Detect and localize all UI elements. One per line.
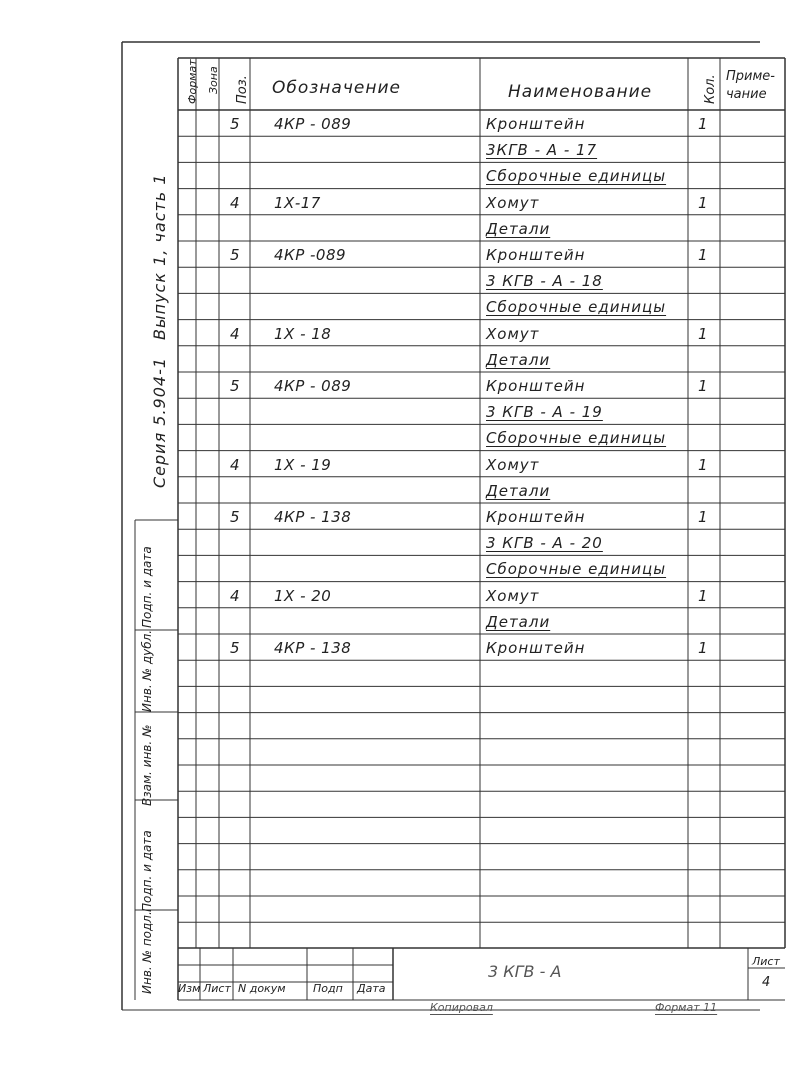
row-designation: 1Х-17 [274,193,321,212]
row-designation: 4КР - 089 [274,377,352,395]
row-name: Детали [486,350,551,369]
row-qty: 1 [698,324,709,343]
header-pos: Поз. [235,75,250,104]
row-qty: 1 [698,455,709,474]
left-strip-podp-data-2: Подп. и дата [140,830,154,912]
row-designation: 4КР - 089 [274,115,352,133]
row-designation: 1Х - 20 [274,586,332,605]
footer-list: Лист [203,982,231,995]
row-pos: 5 [230,377,241,395]
row-name: Кронштейн [486,508,586,526]
row-name: Хомут [486,193,540,212]
row-name: Сборочные единицы [486,298,667,317]
row-name: Детали [486,219,551,238]
footer-doc-code: 3 КГВ - А [488,962,562,981]
row-pos: 5 [230,115,241,133]
footer-izm: Изм [178,982,201,995]
left-strip-inv-podl: Инв. № подл. [140,911,154,994]
side-title-issue: Выпуск 1, часть 1 [150,173,169,340]
row-name: Кронштейн [486,246,586,264]
row-qty: 1 [698,586,709,605]
header-note: Приме- чание [726,69,775,102]
row-name: Хомут [486,455,540,474]
row-name: Кронштейн [486,115,586,133]
row-name: Сборочные единицы [486,560,667,579]
row-qty: 1 [698,377,709,395]
header-designation: Обозначение [272,78,401,98]
row-pos: 5 [230,639,241,657]
bottom-copied: Копировал [430,1001,493,1014]
header-name: Наименование [508,82,653,102]
row-designation: 4КР - 138 [274,508,352,526]
left-strip-inv-dubl: Инв. № дубл. [140,629,154,712]
row-name: Хомут [486,324,540,343]
row-name: Кронштейн [486,639,586,657]
row-name: Хомут [486,586,540,605]
left-strip-podp-data-1: Подп. и дата [140,546,154,628]
row-designation: 1Х - 18 [274,324,332,343]
row-name: Кронштейн [486,377,586,395]
row-pos: 4 [230,455,241,474]
footer-podp: Подп [313,982,343,995]
row-pos: 5 [230,246,241,264]
row-name: 3КГВ - А - 17 [486,141,598,160]
footer-ndokum: N докум [238,982,286,995]
row-designation: 4КР - 138 [274,639,352,657]
row-qty: 1 [698,639,709,657]
side-title-series: Серия 5.904-1 [150,356,169,488]
row-name: Сборочные единицы [486,429,667,448]
row-qty: 1 [698,193,709,212]
row-pos: 5 [230,508,241,526]
row-name: 3 КГВ - А - 18 [486,272,603,291]
row-pos: 4 [230,586,241,605]
row-pos: 4 [230,324,241,343]
header-qty: Кол. [703,74,718,104]
row-name: Детали [486,481,551,500]
footer-data: Дата [357,982,386,995]
row-name: 3 КГВ - А - 19 [486,403,603,422]
row-name: Сборочные единицы [486,167,667,186]
header-format: Формат [186,59,199,104]
row-qty: 1 [698,115,709,133]
row-name: 3 КГВ - А - 20 [486,534,603,553]
row-designation: 4КР -089 [274,246,347,264]
footer-sheet-label: Лист [752,955,780,968]
row-qty: 1 [698,246,709,264]
row-name: Детали [486,612,551,631]
bottom-format: Формат 11 [655,1001,718,1014]
row-pos: 4 [230,193,241,212]
row-qty: 1 [698,508,709,526]
header-zone: Зона [207,66,220,94]
left-strip-vzam-inv: Взам. инв. № [140,724,154,806]
row-designation: 1Х - 19 [274,455,332,474]
footer-sheet-num: 4 [762,975,771,990]
